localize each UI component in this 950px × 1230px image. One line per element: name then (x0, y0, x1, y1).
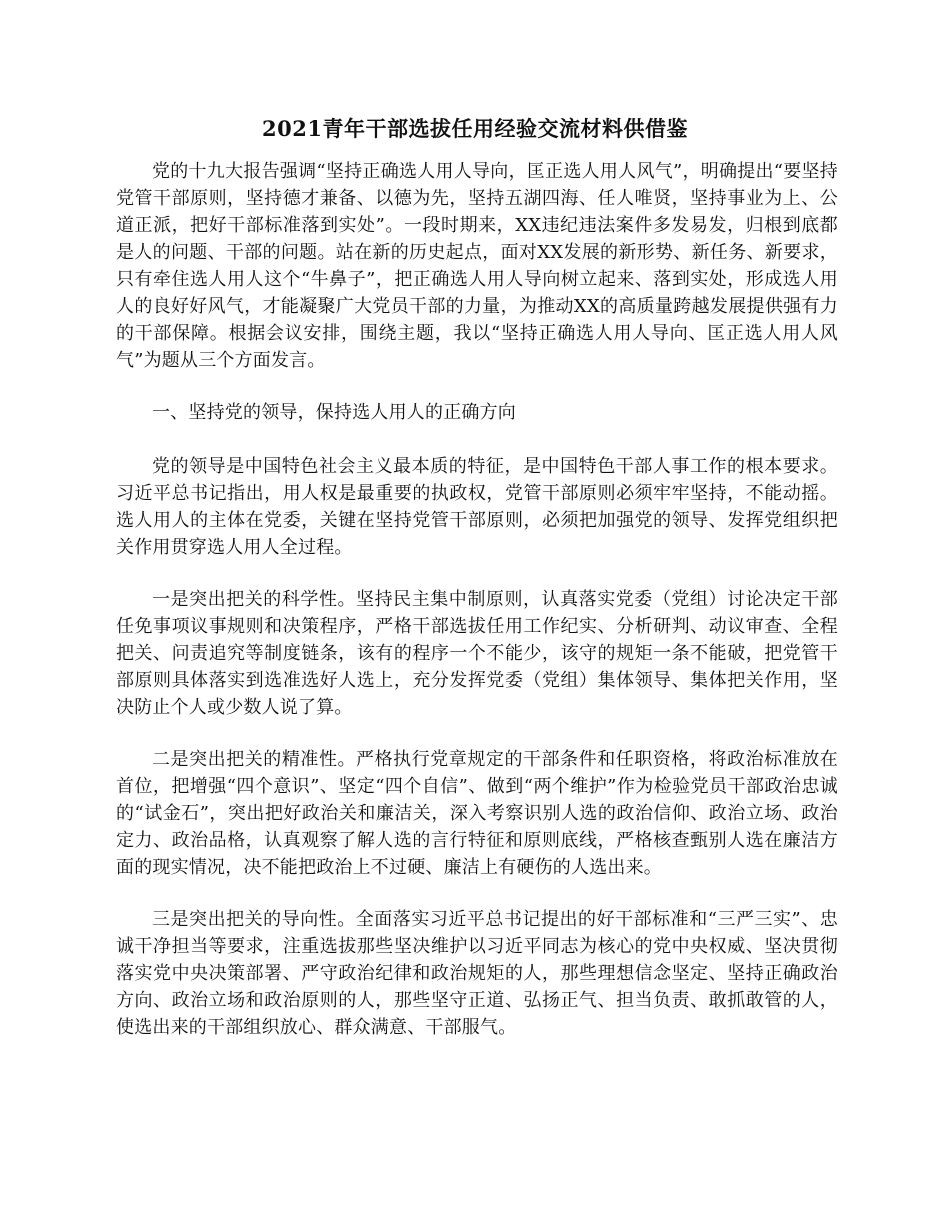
paragraph-point-1: 一是突出把关的科学性。坚持民主集中制原则，认真落实党委（党组）讨论决定干部任免事项议事规则和决策程序，严格干部选拔任用工作纪实、分析研判、动议审查、全程把关、问责追究等制度链条，该有的程序一个不能少，该守的规矩一条不能破，把党管干部原则具体落实到选准选好人选上，充分发挥党委（党组）集体领导、集体把关作用，坚决防止个人或少数人说了算。 (116, 589, 838, 718)
paragraph-point-2: 二是突出把关的精准性。严格执行党章规定的干部条件和任职资格，将政治标准放在首位，把增强“四个意识”、坚定“四个自信”、做到“两个维护”作为检验党员干部政治忠诚的“试金石”，突出把好政治关和廉洁关，深入考察识别人选的政治信仰、政治立场、政治定力、政治品格，认真观察了解人选的言行特征和原则底线，严格核查甄别人选在廉洁方面的现实情况，决不能把政治上不过硬、廉洁上有硬伤的人选出来。 (116, 749, 838, 878)
section-heading-1: 一、坚持党的领导，保持选人用人的正确方向 (152, 402, 516, 423)
paragraph-party-leadership: 党的领导是中国特色社会主义最本质的特征，是中国特色干部人事工作的根本要求。习近平总书记指出，用人权是最重要的执政权，党管干部原则必须牢牢坚持，不能动摇。选人用人的主体在党委，关键在坚持党管干部原则，必须把加强党的领导、发挥党组织把关作用贯穿选人用人全过程。 (116, 456, 838, 558)
document-body (116, 158, 838, 1066)
paragraph-intro: 党的十九大报告强调“坚持正确选人用人导向，匡正选人用人风气”，明确提出“要坚持党管干部原则，坚持德才兼备、以德为先，坚持五湖四海、任人唯贤，坚持事业为上、公道正派，把好干部标准落到实处”。一段时期来，XX违纪违法案件多发易发，归根到底都是人的问题、干部的问题。站在新的历史起点，面对XX发展的新形势、新任务、新要求，只有牵住选人用人这个“牛鼻子”，把正确选人用人导向树立起来、落到实处，形成选人用人的良好好风气，才能凝聚广大党员干部的力量，为推动XX的高质量跨越发展提供强有力的干部保障。根据会议安排，围绕主题，我以“坚持正确选人用人导向、匡正选人用人风气”为题从三个方面发言。 (116, 161, 838, 371)
document-title: 2021青年干部选拔任用经验交流材料供借鉴 (262, 116, 688, 141)
paragraph-point-3: 三是突出把关的导向性。全面落实习近平总书记提出的好干部标准和“三严三实”、忠诚干净担当等要求，注重选拔那些坚决维护以习近平同志为核心的党中央权威、坚决贯彻落实党中央决策部署、严守政治纪律和政治规矩的人，那些理想信念坚定、坚持正确政治方向、政治立场和政治原则的人，那些坚守正道、弘扬正气、担当负责、敢抓敢管的人，使选出来的干部组织放心、群众满意、干部服气。 (116, 909, 838, 1038)
